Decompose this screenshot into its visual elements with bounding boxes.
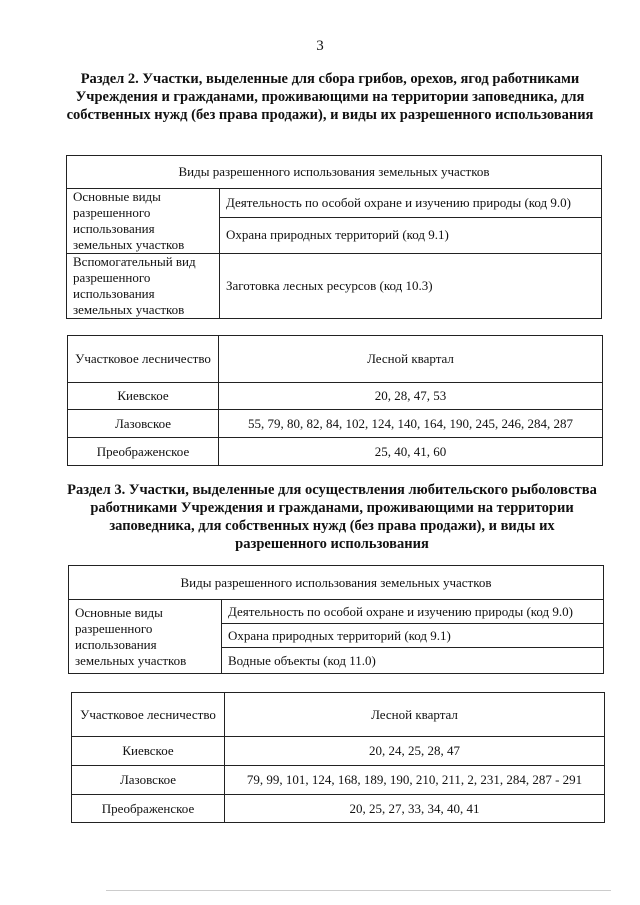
scan-edge-line xyxy=(106,890,611,891)
section2-forest-table xyxy=(67,335,603,466)
col-forestry-header: Участковое лесничество xyxy=(68,336,219,383)
forest-quarters: 20, 25, 27, 33, 34, 40, 41 xyxy=(225,795,605,823)
col-quarter-header: Лесной квартал xyxy=(225,693,605,737)
section3-forest-table xyxy=(71,692,605,823)
table-row xyxy=(72,766,605,795)
forestry-name: Преображенское xyxy=(68,438,219,466)
main-use-label: Основные виды разрешенного использования земельных участков xyxy=(69,600,222,674)
forestry-name: Лазовское xyxy=(72,766,225,795)
section2-heading: Раздел 2. Участки, выделенные для сбора грибов, орехов, ягод работниками Учреждения и гражданами, проживающими на территории заповедника, для собственных нужд (без права продажи), и виды их разрешенного использования xyxy=(66,71,594,123)
section2-use-table xyxy=(66,155,602,319)
main-use-value: Охрана природных территорий (код 9.1) xyxy=(220,217,602,253)
section3-heading: Раздел 3. Участки, выделенные для осуществления любительского рыболовства работниками Учреждения и гражданами, проживающими на территории заповедника, для собственных нужд (без права продажи), и виды их разрешенного использования xyxy=(67,482,597,552)
forestry-name: Лазовское xyxy=(68,410,219,438)
table-row xyxy=(72,737,605,766)
forest-quarters: 20, 24, 25, 28, 47 xyxy=(225,737,605,766)
forest-quarters: 20, 28, 47, 53 xyxy=(219,383,603,410)
forest-quarters: 79, 99, 101, 124, 168, 189, 190, 210, 211, 2, 231, 284, 287 - 291 xyxy=(225,766,605,795)
table-row xyxy=(68,383,603,410)
forestry-name: Преображенское xyxy=(72,795,225,823)
use-table-header: Виды разрешенного использования земельных участков xyxy=(67,156,602,189)
table-row xyxy=(68,410,603,438)
main-use-value: Деятельность по особой охране и изучению природы (код 9.0) xyxy=(222,600,604,624)
aux-use-value: Заготовка лесных ресурсов (код 10.3) xyxy=(220,254,602,319)
main-use-value: Деятельность по особой охране и изучению природы (код 9.0) xyxy=(220,189,602,218)
forestry-name: Киевское xyxy=(68,383,219,410)
forestry-name: Киевское xyxy=(72,737,225,766)
use-table-header: Виды разрешенного использования земельных участков xyxy=(69,566,604,600)
table-row xyxy=(68,438,603,466)
col-quarter-header: Лесной квартал xyxy=(219,336,603,383)
aux-use-label: Вспомогательный вид разрешенного использования земельных участков xyxy=(67,254,220,319)
col-forestry-header: Участковое лесничество xyxy=(72,693,225,737)
main-use-value: Водные объекты (код 11.0) xyxy=(222,648,604,674)
main-use-value: Охрана природных территорий (код 9.1) xyxy=(222,624,604,648)
forest-quarters: 55, 79, 80, 82, 84, 102, 124, 140, 164, 190, 245, 246, 284, 287 xyxy=(219,410,603,438)
page-number: 3 xyxy=(316,38,324,54)
table-row xyxy=(72,795,605,823)
forest-quarters: 25, 40, 41, 60 xyxy=(219,438,603,466)
main-use-label: Основные виды разрешенного использования земельных участков xyxy=(67,189,220,254)
section3-use-table xyxy=(68,565,604,674)
